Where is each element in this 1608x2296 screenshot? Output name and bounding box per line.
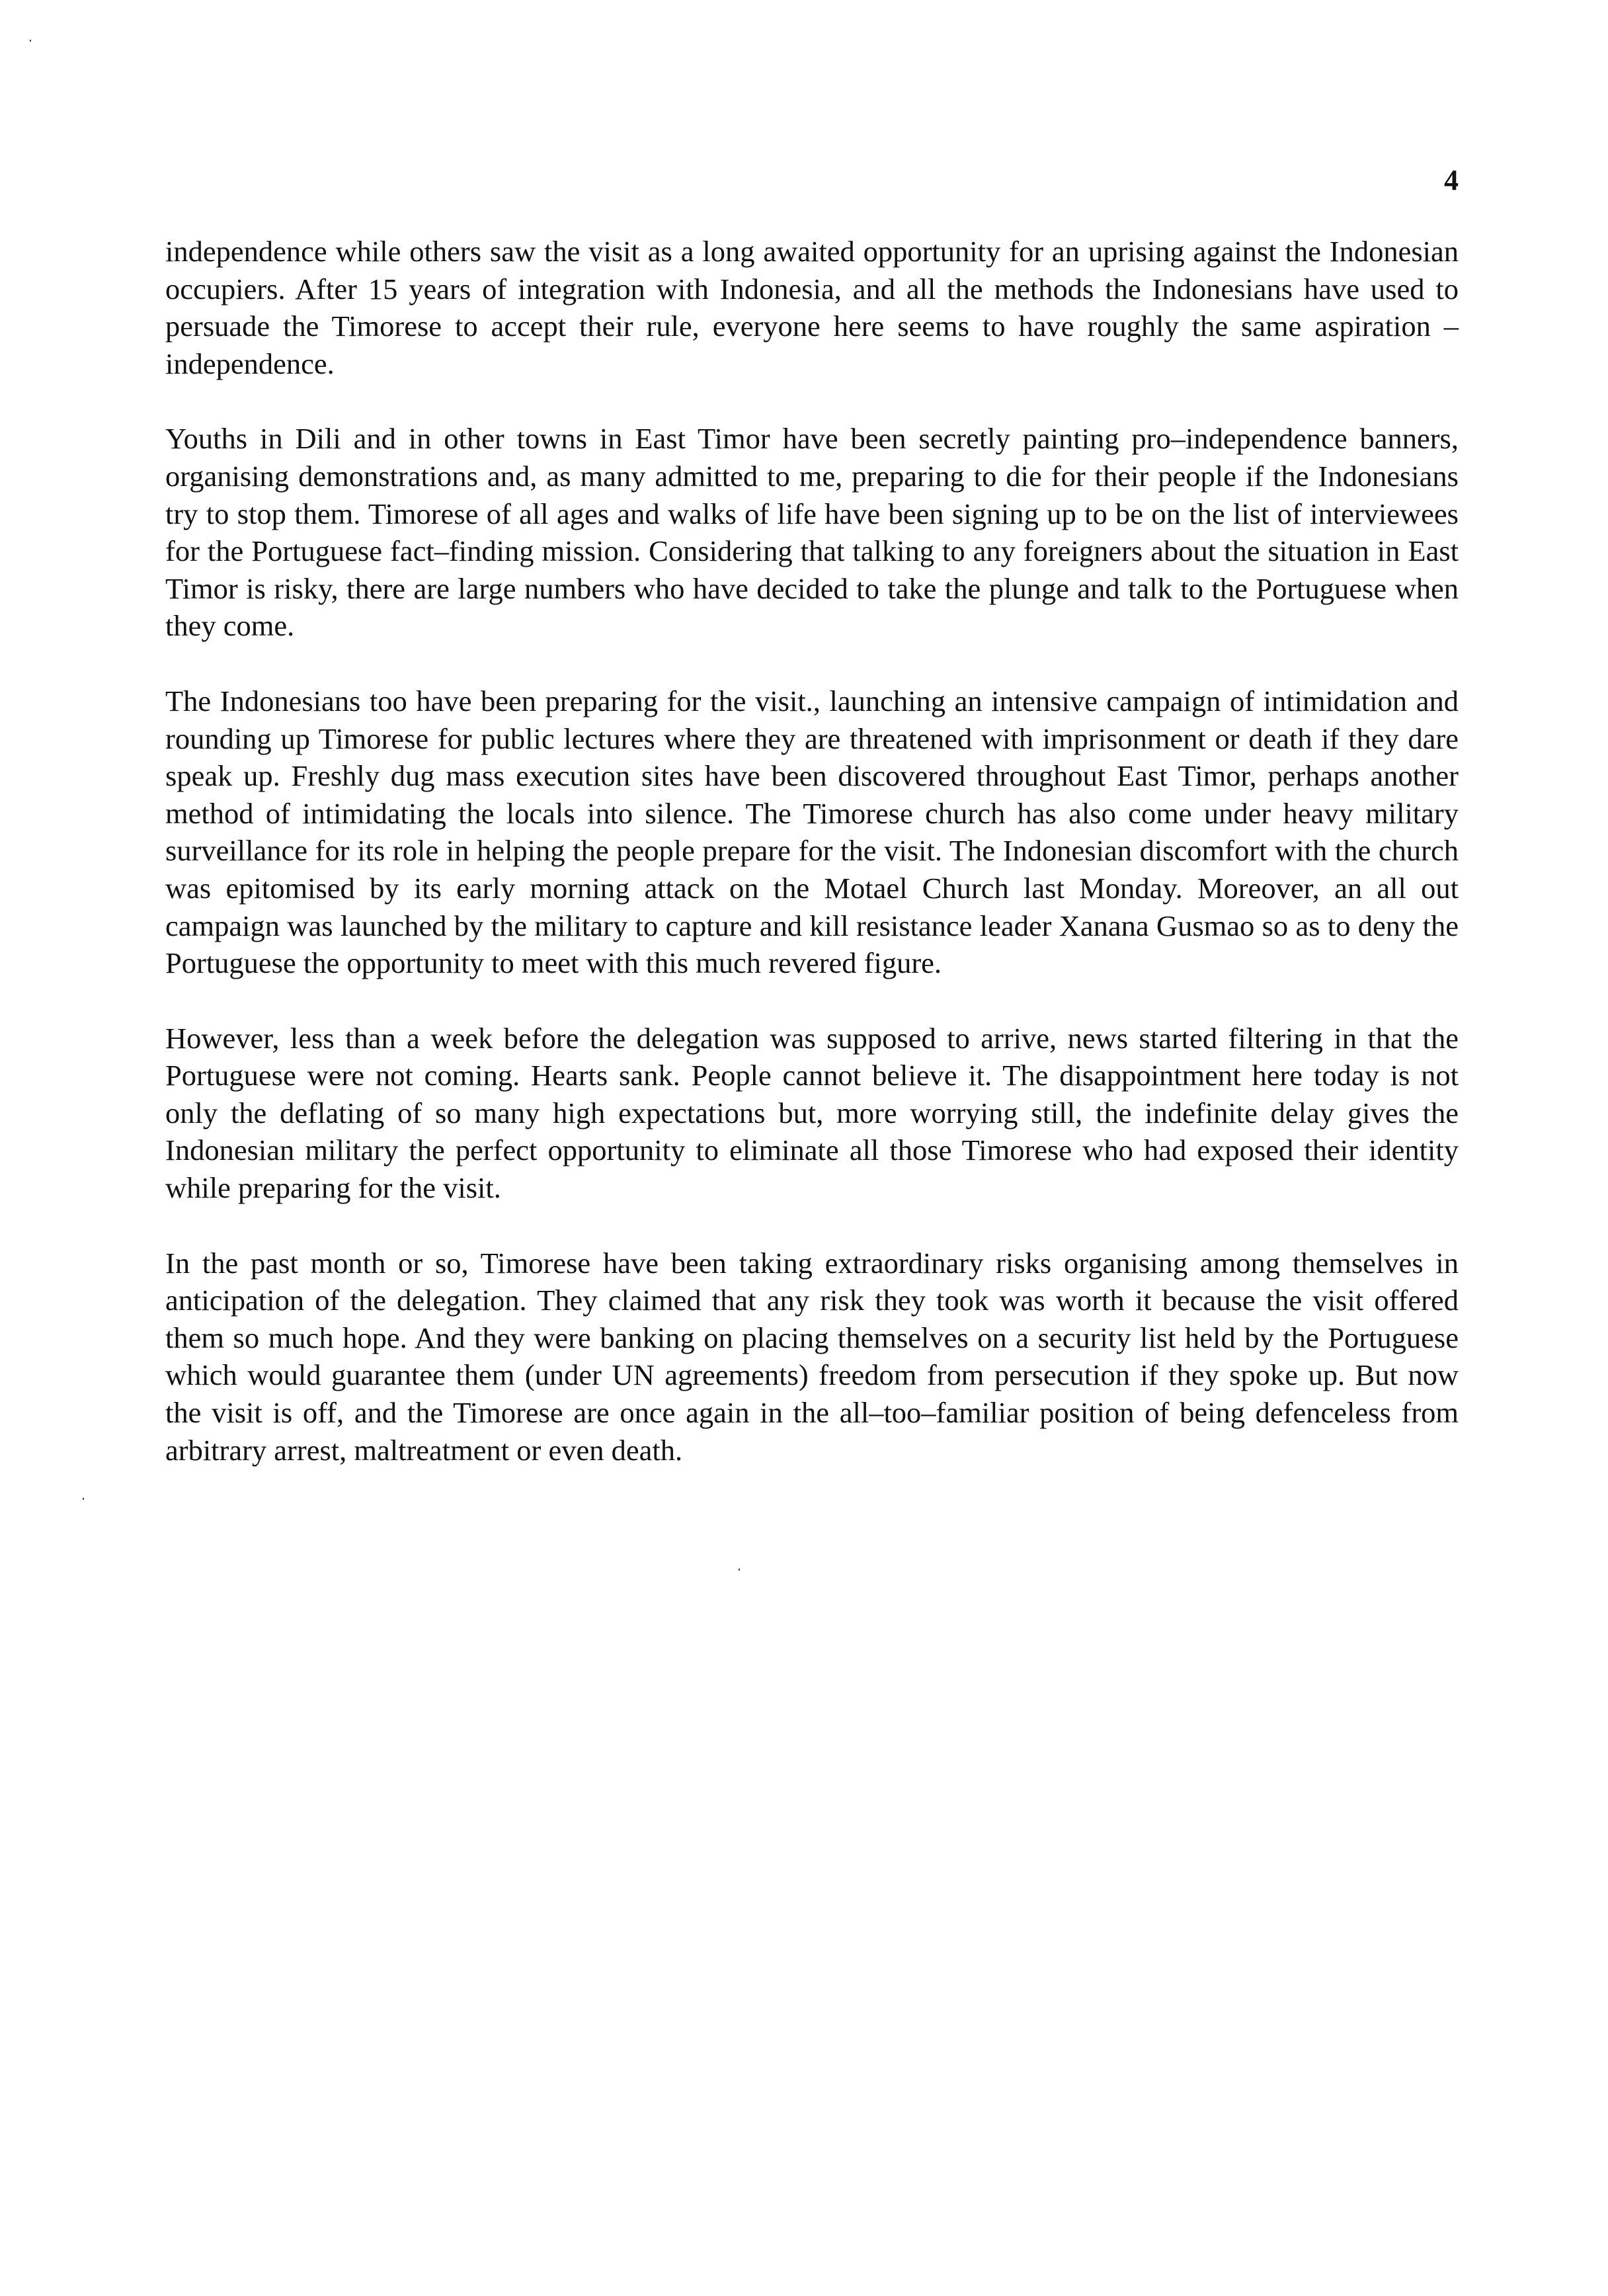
scan-speck: [739, 1569, 740, 1571]
paragraph-3: The Indonesians too have been preparing for the visit., launching an intensive campaign of intimidation and rounding up Timorese for public lectures where they are threatened with imprisonment or death if they dare speak up. Freshly dug mass execution sites have been discovered throughout East Timor, perhaps another method of intimidating the locals into silence. The Timorese church has also come under heavy military surveillance for its role in helping the people prepare for the visit. The Indonesian discomfort with the church was epitomised by its early morning attack on the Motael Church last Monday. Moreover, an all out campaign was launched by the military to capture and kill resistance leader Xanana Gusmao so as to deny the Portuguese the opportunity to meet with this much revered figure.: [165, 684, 1459, 980]
scan-speck: [83, 1498, 84, 1500]
paragraph-2: Youths in Dili and in other towns in East Timor have been secretly painting pro–independence banners, organising demonstrations and, as many admitted to me, preparing to die for their people if the Indonesians try to stop them. Timorese of all ages and walks of life have been signing up to be on the list of interviewees for the Portuguese fact–finding mission. Considering that talking to any foreigners about the situation in East Timor is risky, there are large numbers who have decided to take the plunge and talk to the Portuguese when they come.: [165, 422, 1459, 643]
scan-speck: [30, 40, 31, 42]
document-body: [165, 233, 1459, 1506]
page-number: 4: [1444, 164, 1459, 196]
paragraph-5: In the past month or so, Timorese have been taking extraordinary risks organising among themselves in anticipation of the delegation. They claimed that any risk they took was worth it because the visit offered them so much hope. And they were banking on placing themselves on a security list held by the Portuguese which would guarantee them (under UN agreements) freedom from persecution if they spoke up. But now the visit is off, and the Timorese are once again in the all–too–familiar position of being defenceless from arbitrary arrest, maltreatment or even death.: [165, 1246, 1459, 1467]
paragraph-1: independence while others saw the visit as a long awaited opportunity for an uprising against the Indonesian occupiers. After 15 years of integration with Indonesia, and all the methods the Indonesians have used to persuade the Timorese to accept their rule, everyone here seems to have roughly the same aspiration – independence.: [165, 235, 1459, 380]
paragraph-4: However, less than a week before the delegation was supposed to arrive, news started filtering in that the Portuguese were not coming. Hearts sank. People cannot believe it. The disappointment here today is not only the deflating of so many high expectations but, more worrying still, the indefinite delay gives the Indonesian military the perfect opportunity to eliminate all those Timorese who had exposed their identity while preparing for the visit.: [165, 1021, 1459, 1205]
